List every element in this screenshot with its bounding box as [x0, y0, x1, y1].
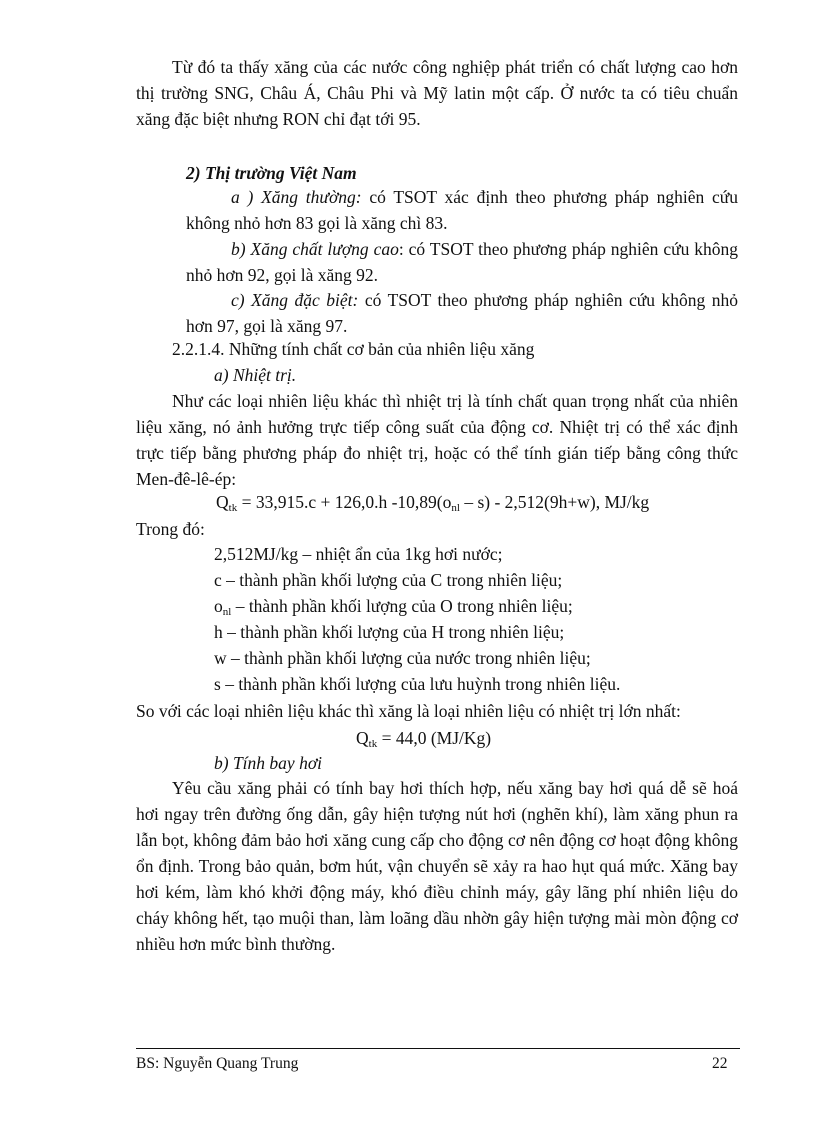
heat-value-paragraph: Như các loại nhiên liệu khác thì nhiệt trị là tính chất quan trọng nhất của nhiên liệu xăng, nó ảnh hưởng trực tiếp công suất của động cơ. Nhiệt trị có thể xác định trực tiếp bằng phương pháp đo nhiệt trị, hoặc có thể tính gián tiếp bằng công thức Men-đê-lê-ép: [136, 391, 738, 489]
item-c-label: c) Xăng đặc biệt: [231, 290, 359, 310]
page-number: 22 [712, 1055, 728, 1072]
item-b-text: : có TSOT theo phương pháp nghiên cứu không nhỏ hơn 92, gọi là xăng 92. [186, 239, 738, 285]
definition-item: s – thành phần khối lượng của lưu huỳnh trong nhiên liệu. [214, 674, 621, 694]
item-b-label: b) Xăng chất lượng cao [231, 239, 399, 259]
item-a-text: có TSOT xác định theo phương pháp nghiên cứu không nhỏ hơn 83 gọi là xăng chì 83. [186, 187, 738, 233]
heat-value-title: a) Nhiệt trị. [214, 365, 297, 385]
definition-item: c – thành phần khối lượng của C trong nhiên liệu; [214, 570, 563, 590]
footer-divider [136, 1048, 740, 1049]
mendeleev-formula: $Q_{tk} = 33,915.c + 126,0.h$ $-10,89(o_{nl} - s) - 2,512(9h+w)$, MJ/kg [216, 492, 650, 514]
volatility-title: b) Tính bay hơi [214, 753, 323, 773]
vn-market-item-b [186, 236, 738, 288]
vn-market-item-c [186, 287, 738, 339]
definition-item: w – thành phần khối lượng của nước trong nhiên liệu; [214, 648, 591, 668]
footer-author: BS: Nguyễn Quang Trung [136, 1055, 299, 1072]
section-heading: 2.2.1.4. Những tính chất cơ bản của nhiên liệu xăng [172, 339, 535, 359]
definition-item: 2,512MJ/kg – nhiệt ẩn của 1kg hơi nước; [214, 544, 503, 564]
definition-item: $o_{nl}$ – thành phần khối lượng của O trong nhiên liệu; [214, 596, 573, 618]
vn-market-heading: 2) Thị trường Việt Nam [186, 163, 357, 183]
definition-item: h – thành phần khối lượng của H trong nhiên liệu; [214, 622, 565, 642]
volatility-paragraph: Yêu cầu xăng phải có tính bay hơi thích hợp, nếu xăng bay hơi quá dễ sẽ hoá hơi ngay trên đường ống dẫn, gây hiện tượng nút hơi (nghẽn khí), làm xăng phun ra lẫn bọt, không đảm bảo hơi xăng cung cấp cho động cơ nên động cơ hoạt động không ổn định. Trong bảo quản, bơm hút, vận chuyển sẽ xảy ra hao hụt quá mức. Xăng bay hơi kém, làm khó khởi động máy, khó điều chỉnh máy, gây lãng phí nhiên liệu do cháy không hết, tạo muội than, làm loãng dầu nhờn gây hiện tượng mài mòn động cơ nhiều hơn mức bình thường. [136, 778, 738, 954]
heat-value-result: $Q_{tk} = 44,0$ (MJ/Kg) [356, 728, 492, 750]
item-a-label: a ) Xăng thường: [231, 187, 362, 207]
item-c-text: có TSOT theo phương pháp nghiên cứu không nhỏ hơn 97, gọi là xăng 97. [186, 290, 739, 336]
vn-market-item-a [186, 184, 738, 236]
where-label: Trong đó: [136, 519, 205, 539]
comparison-sentence: So với các loại nhiên liệu khác thì xăng là loại nhiên liệu có nhiệt trị lớn nhất: [136, 701, 681, 721]
intro-paragraph: Từ đó ta thấy xăng của các nước công nghiệp phát triển có chất lượng cao hơn thị trường SNG, Châu Á, Châu Phi và Mỹ latin một cấp. Ở nước ta có tiêu chuẩn xăng đặc biệt nhưng RON chỉ đạt tới 95. [136, 57, 738, 129]
